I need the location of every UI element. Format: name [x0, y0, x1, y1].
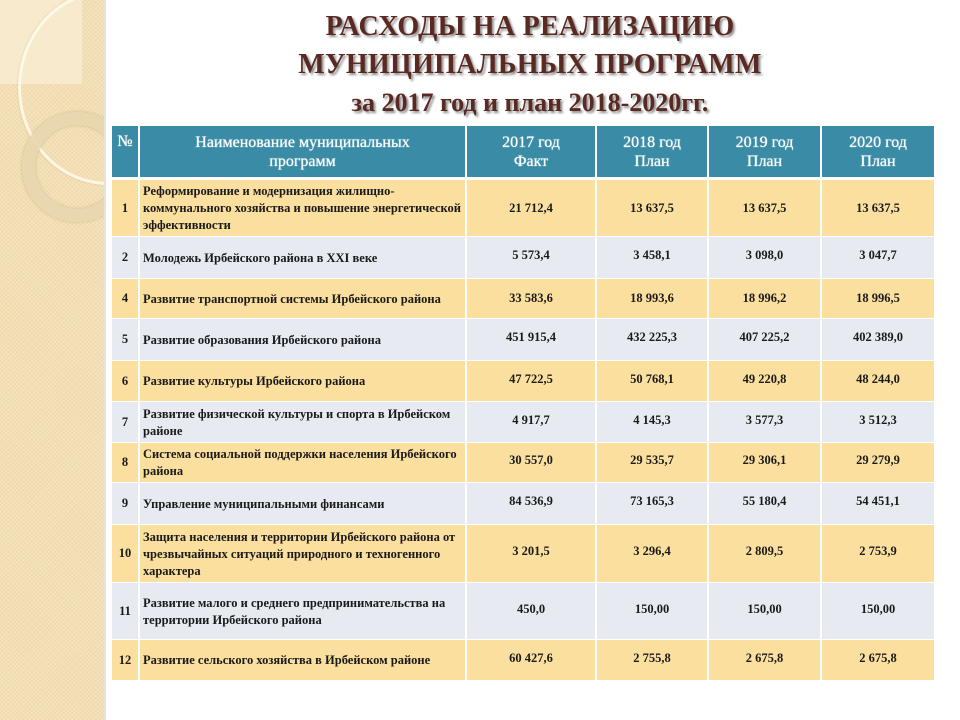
row-number: 9: [112, 483, 138, 525]
value-2017: 3 201,5: [467, 525, 595, 583]
value-2017: 30 557,0: [467, 443, 595, 483]
title-line-2: МУНИЦИПАЛЬНЫХ ПРОГРАММ: [298, 49, 762, 80]
value-2019: 2 675,8: [709, 640, 820, 681]
value-2020: 29 279,9: [822, 443, 934, 483]
program-name: Развитие транспортной системы Ирбейского района: [140, 279, 465, 319]
value-2020: 150,00: [822, 583, 934, 640]
value-2019: 18 996,2: [709, 279, 820, 319]
value-2018: 2 755,8: [597, 640, 707, 681]
value-2018: 3 296,4: [597, 525, 707, 583]
table-row: [112, 237, 934, 279]
header-2019: [709, 126, 820, 180]
table-row: [112, 180, 934, 237]
header-2018: [597, 126, 707, 180]
value-2018: 432 225,3: [597, 319, 707, 361]
table-row: [112, 402, 934, 443]
program-name: Развитие сельского хозяйства в Ирбейском районе: [140, 640, 465, 681]
value-2018: 50 768,1: [597, 361, 707, 402]
header-2017: [467, 126, 595, 180]
program-name: Развитие физической культуры и спорта в Ирбейском районе: [140, 402, 465, 443]
value-2017: 33 583,6: [467, 279, 595, 319]
value-2018: 18 993,6: [597, 279, 707, 319]
table-row: [112, 640, 934, 681]
title-line-1: РАСХОДЫ НА РЕАЛИЗАЦИЮ: [325, 11, 735, 42]
header-program-name-line1: Наименование муниципальных: [195, 133, 410, 151]
row-number: 1: [112, 180, 138, 237]
header-2019-year: 2019 год: [735, 133, 794, 151]
table-row: [112, 319, 934, 361]
program-name: Развитие малого и среднего предпринимательства на территории Ирбейского района: [140, 583, 465, 640]
program-name: Развитие культуры Ирбейского района: [140, 361, 465, 402]
header-2019-type: План: [746, 152, 783, 170]
value-2019: 407 225,2: [709, 319, 820, 361]
value-2019: 150,00: [709, 583, 820, 640]
header-2017-year: 2017 год: [502, 133, 560, 151]
header-2020: [822, 126, 934, 180]
program-name: Развитие образования Ирбейского района: [140, 319, 465, 361]
slide-title: [150, 8, 910, 122]
header-2018-type: План: [634, 152, 670, 170]
value-2020: 13 637,5: [822, 180, 934, 237]
table-header-row: [112, 126, 934, 180]
value-2020: 3 512,3: [822, 402, 934, 443]
value-2018: 73 165,3: [597, 483, 707, 525]
title-line-3: за 2017 год и план 2018-2020гг.: [351, 88, 709, 117]
program-name: Молодежь Ирбейского района в XXI веке: [140, 237, 465, 279]
programs-expenses-table: [110, 126, 936, 681]
row-number: 5: [112, 319, 138, 361]
value-2020: 2 753,9: [822, 525, 934, 583]
value-2017: 450,0: [467, 583, 595, 640]
value-2018: 4 145,3: [597, 402, 707, 443]
value-2018: 13 637,5: [597, 180, 707, 237]
value-2019: 13 637,5: [709, 180, 820, 237]
value-2017: 47 722,5: [467, 361, 595, 402]
value-2019: 49 220,8: [709, 361, 820, 402]
value-2020: 402 389,0: [822, 319, 934, 361]
row-number: 12: [112, 640, 138, 681]
table-row: [112, 361, 934, 402]
table-row: [112, 443, 934, 483]
value-2018: 29 535,7: [597, 443, 707, 483]
value-2017: 21 712,4: [467, 180, 595, 237]
table-row: [112, 525, 934, 583]
value-2019: 2 809,5: [709, 525, 820, 583]
value-2019: 3 577,3: [709, 402, 820, 443]
value-2017: 451 915,4: [467, 319, 595, 361]
value-2020: 54 451,1: [822, 483, 934, 525]
header-program-name: [140, 126, 465, 180]
row-number: 8: [112, 443, 138, 483]
header-number: №: [112, 126, 138, 180]
row-number: 4: [112, 279, 138, 319]
header-program-name-line2: программ: [269, 152, 336, 170]
value-2020: 2 675,8: [822, 640, 934, 681]
program-name: Система социальной поддержки населения Ирбейского района: [140, 443, 465, 483]
value-2017: 84 536,9: [467, 483, 595, 525]
value-2019: 3 098,0: [709, 237, 820, 279]
value-2017: 5 573,4: [467, 237, 595, 279]
row-number: 10: [112, 525, 138, 583]
header-2020-type: План: [860, 152, 896, 170]
table-row: [112, 279, 934, 319]
value-2020: 48 244,0: [822, 361, 934, 402]
value-2019: 29 306,1: [709, 443, 820, 483]
value-2018: 150,00: [597, 583, 707, 640]
row-number: 2: [112, 237, 138, 279]
header-2018-year: 2018 год: [623, 133, 681, 151]
value-2020: 18 996,5: [822, 279, 934, 319]
row-number: 11: [112, 583, 138, 640]
program-name: Управление муниципальными финансами: [140, 483, 465, 525]
row-number: 6: [112, 361, 138, 402]
header-2017-type: Факт: [513, 152, 549, 170]
table-row: [112, 583, 934, 640]
value-2017: 60 427,6: [467, 640, 595, 681]
value-2017: 4 917,7: [467, 402, 595, 443]
value-2019: 55 180,4: [709, 483, 820, 525]
row-number: 7: [112, 402, 138, 443]
program-name: Защита населения и территории Ирбейского района от чрезвычайных ситуаций природного и техногенного характера: [140, 525, 465, 583]
program-name: Реформирование и модернизация жилищно-коммунального хозяйства и повышение энергетической эффективности: [140, 180, 465, 237]
value-2020: 3 047,7: [822, 237, 934, 279]
header-2020-year: 2020 год: [849, 133, 907, 151]
decorative-sidebar: [0, 0, 106, 720]
table-row: [112, 483, 934, 525]
value-2018: 3 458,1: [597, 237, 707, 279]
